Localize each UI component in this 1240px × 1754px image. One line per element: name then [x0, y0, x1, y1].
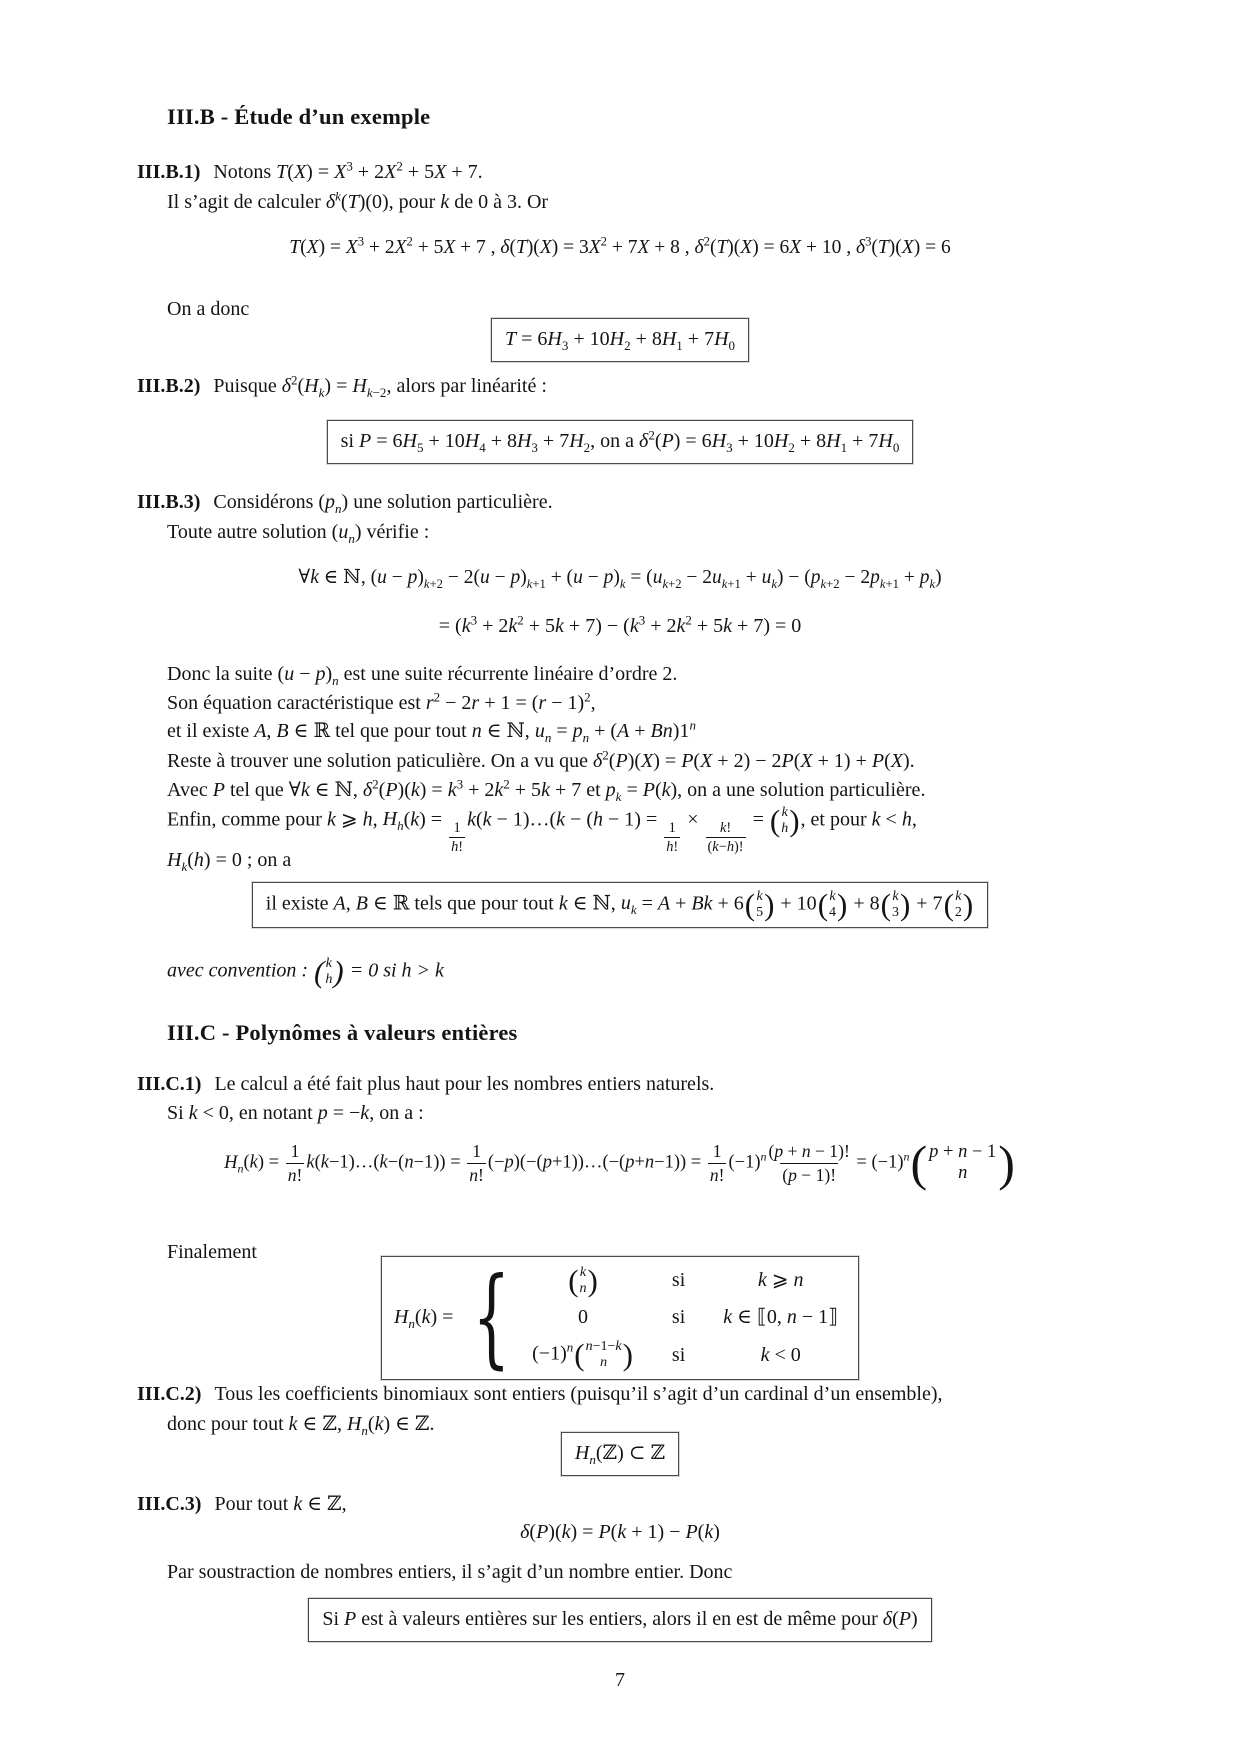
paragraph-line-1: Donc la suite $(u - p)_n$ est une suite récurrente linéaire d’ordre 2. [167, 663, 678, 688]
cases-row2-value: 0 [578, 1306, 589, 1329]
item-iiib1-label: III.B.1) [137, 161, 201, 183]
item-iiib1-line1 [137, 158, 483, 187]
item-iiib3-label: III.B.3) [137, 491, 201, 513]
boxed-result-uk-content: il existe A, B ∈ ℝ tels que pour tout k ∈ ℕ, $u_k = A + Bk + 6$ ( k 5 ) + 10 ( k 4 ) + 8 ( k 3 ) + 7 ( k 2 ) [252, 882, 988, 928]
cases-row1-value: ( k n ) [568, 1262, 598, 1298]
item-iiic3-text: Pour tout k ∈ ℤ, [214, 1493, 347, 1515]
item-iiib3-line1 [137, 488, 553, 517]
boxed-result-T [0, 318, 1240, 362]
boxed-result-HnZ [0, 1432, 1240, 1476]
paragraph-line-2: Son équation caractéristique est $r^2 - 2r + 1 = (r - 1)^2$, [167, 689, 596, 714]
boxed-result-uk [0, 882, 1240, 928]
item-iiib2-text: Puisque $\delta^2(H_k) = H_{k-2}$, alors par linéarité : [213, 372, 547, 400]
item-iiib1-text: Notons $T(X) = X^3 + 2X^2 + 5X + 7$. [213, 158, 483, 183]
item-iiib1-line2: Il s’agit de calculer $\delta^k(T)(0)$, pour k de 0 à 3. Or [167, 188, 549, 213]
item-iiic2-line1 [137, 1380, 943, 1409]
item-iiic1-label: III.C.1) [137, 1073, 202, 1095]
item-iiic2-label: III.C.2) [137, 1383, 202, 1405]
item-iiib2-label: III.B.2) [137, 375, 201, 397]
convention-note: avec convention : ( k h ) = 0 si h > k [167, 953, 444, 989]
boxed-result-siP [0, 420, 1240, 464]
paragraph-line-6: Enfin, comme pour k ⩾ h, $H_h(k)$ = $\frac{1}{h!}$ k(k − 1)…(k − (h − 1) = $\frac{1}{h!}$ × $\frac{k!}{(k-h)!}$ = ( k h ) , et pour k < h, [167, 802, 917, 856]
item-iiic1-line1 [137, 1070, 714, 1099]
paragraph-line-7: $H_k(h) = 0$ ; on a [167, 849, 292, 874]
cases-row3-value: $(-1)^n$ ( n−1−k n ) [532, 1336, 633, 1372]
cases-row2-si: si [671, 1306, 686, 1329]
cases-lhs: $H_n(k)$ = [393, 1306, 454, 1332]
cases-row3-si: si [671, 1343, 686, 1366]
boxed-result-T-content: $T = 6H_3 + 10H_2 + 8H_1 + 7H_0$ [491, 318, 749, 362]
item-iiic3-label: III.C.3) [137, 1493, 202, 1515]
item-iiib3-text: Considérons $(p_n)$ une solution particulière. [213, 491, 553, 516]
section-heading-iiic: III.C - Polynômes à valeurs entières [167, 1020, 518, 1045]
boxed-result-siP-content: si $P = 6H_5 + 10H_4 + 8H_3 + 7H_2$, on a $\delta^2(P) = 6H_3 + 10H_2 + 8H_1 + 7H_0$ [327, 420, 914, 464]
item-iiib2-line [137, 372, 547, 401]
display-equation-deltaP: δ(P)(k) = P(k + 1) − P(k) [520, 1521, 720, 1543]
item-iiic3-line1 [137, 1490, 347, 1519]
paragraph-line-4: Reste à trouver une solution paticulière. On a vu que $\delta^2(P)(X) = P(X + 2) - 2P(X + 1) + P(X)$. [167, 747, 915, 772]
boxed-result-HnZ-content: $H_n(ℤ)$ ⊂ ℤ [561, 1432, 679, 1476]
item-iiic2-text: Tous les coefficients binomiaux sont entiers (puisqu’il s’agit d’un cardinal d’un ensemble), [214, 1383, 943, 1405]
text-on-a-donc: On a donc [167, 298, 250, 320]
page-number: 7 [615, 1669, 625, 1691]
boxed-cases [0, 1256, 1240, 1380]
item-iiib3-line2: Toute autre solution $(u_n)$ vérifie : [167, 521, 430, 546]
display-equation-recurrence: ∀k ∈ ℕ, $(u - p)_{k+2} - 2(u - p)_{k+1} + (u - p)_k = (u_{k+2} - 2u_{k+1} + u_k) - (p_{k+2} - 2p_{k+1} + p_k)$ [298, 567, 942, 591]
item-iiic1-line2: Si k < 0, en notant p = −k, on a : [167, 1102, 424, 1124]
text-finalement: Finalement [167, 1241, 257, 1263]
section-heading-iiib: III.B - Étude d’un exemple [167, 104, 431, 129]
display-equation-Hn: $H_n(k)$ = $\frac{1}{n!}$ k(k−1)…(k−(n−1)) = $\frac{1}{n!}$ (−p)(−(p+1))…(−(p+n−1)) = $\frac{1}{n!}$ $(-1)^n$ $\frac{(p + n - 1)!}{(p - 1)!}$ = $(-1)^n$ ( p + n − 1 n ) [224, 1135, 1015, 1192]
item-iiic3-line2: Par soustraction de nombres entiers, il s’agit d’un nombre entier. Donc [167, 1561, 733, 1583]
cases-brace: { [472, 1254, 511, 1380]
cases-row1-cond: k ⩾ n [757, 1269, 804, 1292]
cases-row1-si: si [671, 1269, 686, 1292]
boxed-result-final-content: Si P est à valeurs entières sur les entiers, alors il en est de même pour δ(P) [308, 1598, 931, 1642]
paragraph-line-3: et il existe A, B ∈ ℝ tel que pour tout n ∈ ℕ, $u_n = p_n + (A + Bn)1^n$ [167, 717, 696, 745]
item-iiic2-line2: donc pour tout k ∈ ℤ, $H_n(k)$ ∈ ℤ. [167, 1413, 435, 1438]
paragraph-line-5: Avec P tel que ∀k ∈ ℕ, $\delta^2(P)(k) = k^3 + 2k^2 + 5k + 7$ et $p_k = P(k)$, on a une solution particulière. [167, 776, 926, 804]
cases-row3-cond: k < 0 [760, 1343, 801, 1366]
cases-grid [532, 1262, 839, 1372]
boxed-cases-content [381, 1256, 859, 1380]
display-equation-zero: = $(k^3 + 2k^2 + 5k + 7) - (k^3 + 2k^2 + 5k + 7) = 0$ [438, 612, 802, 637]
boxed-result-final [0, 1598, 1240, 1642]
item-iiic1-text: Le calcul a été fait plus haut pour les nombres entiers naturels. [214, 1073, 715, 1095]
cases-row2-cond: k ∈ ⟦0, n − 1⟧ [723, 1306, 839, 1329]
display-equation-T-deltas: $T(X) = X^3 + 2X^2 + 5X + 7$ , $\delta(T)(X) = 3X^2 + 7X + 8$ , $\delta^2(T)(X) = 6X + 10$ , $\delta^3(T)(X) = 6$ [289, 234, 951, 258]
